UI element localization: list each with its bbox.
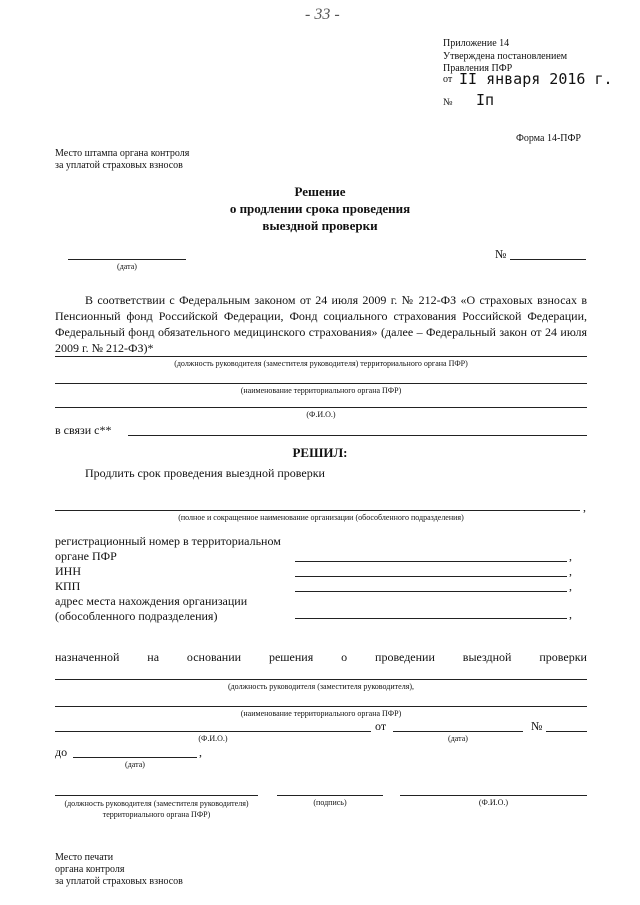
approved-label: Утверждена постановлением xyxy=(443,51,568,62)
date-field-line[interactable] xyxy=(68,259,186,260)
org-name-caption: (наименование территориального органа ПФР) xyxy=(240,386,402,395)
assigned-word: назначенной xyxy=(55,650,120,664)
head-position-caption-2: (должность руководителя (заместителя руководителя), xyxy=(227,682,415,691)
document-subtitle-1: о продлении срока проведения xyxy=(229,201,411,216)
page-number: - 33 - xyxy=(305,6,340,23)
head-position-line-2[interactable] xyxy=(55,679,587,680)
board-label: Правления ПФР xyxy=(443,63,513,74)
signature-line[interactable] xyxy=(277,795,383,796)
assigned-word: проверки xyxy=(539,650,587,664)
fio-caption-2: (Ф.И.О.) xyxy=(198,734,228,743)
assigned-line xyxy=(55,650,587,665)
assigned-word: проведении xyxy=(375,650,435,664)
in-connection-label: в связи с** xyxy=(55,423,112,437)
full-name-caption: (полное и сокращенное наименование организации (обособленного подразделения) xyxy=(178,513,464,522)
seal-place-line3: за уплатой страховых взносов xyxy=(55,876,183,887)
approval-date-prefix: от xyxy=(443,74,453,85)
sig-fio-caption: (Ф.И.О.) xyxy=(478,798,509,807)
from-date-caption: (дата) xyxy=(448,734,468,743)
org-name-line-2[interactable] xyxy=(55,706,587,707)
fio-line[interactable] xyxy=(55,407,587,408)
stamp-place-line1: Место штампа органа контроля xyxy=(55,148,190,159)
from-date-field[interactable] xyxy=(393,731,523,732)
until-label: до xyxy=(55,745,68,759)
seal-place-line2: органа контроля xyxy=(55,864,125,875)
number-field-2[interactable] xyxy=(546,731,587,732)
form-label: Форма 14-ПФР xyxy=(516,133,581,144)
decided-heading: РЕШИЛ: xyxy=(292,445,348,460)
comma: , xyxy=(583,500,586,514)
sig-position-caption: (должность руководителя (заместителя руководителя) территориального органа ПФР) xyxy=(64,799,249,819)
stamp-place-line2: за уплатой страховых взносов xyxy=(55,160,183,171)
until-date-caption: (дата) xyxy=(125,760,145,769)
assigned-word: выездной xyxy=(462,650,512,664)
date-caption: (дата) xyxy=(117,262,137,271)
assigned-word: на xyxy=(147,650,160,664)
pfr-body-label: органе ПФР xyxy=(55,549,117,563)
assigned-word: решения xyxy=(268,650,314,664)
sig-position-line[interactable] xyxy=(55,795,258,796)
number-field-line[interactable] xyxy=(510,259,586,260)
address-label-1: адрес места нахождения организации xyxy=(55,594,248,608)
number-sign: № xyxy=(495,247,507,261)
comma: , xyxy=(569,549,572,563)
reg-number-field[interactable] xyxy=(295,561,567,562)
approval-number: Iп xyxy=(476,91,495,109)
fio-caption: (Ф.И.О.) xyxy=(306,410,336,419)
head-position-caption: (должность руководителя (заместителя руководителя) территориального органа ПФР) xyxy=(174,359,468,368)
document-title: Решение xyxy=(294,184,346,199)
reason-line[interactable] xyxy=(128,435,587,436)
assigned-word: о xyxy=(341,650,348,664)
reg-number-label: регистрационный номер в территориальном xyxy=(55,534,281,548)
fio-line-2[interactable] xyxy=(55,731,371,732)
head-position-line[interactable] xyxy=(55,356,587,357)
assigned-word: основании xyxy=(186,650,242,664)
full-name-line[interactable] xyxy=(55,510,580,511)
from-label: от xyxy=(375,719,387,733)
address-field[interactable] xyxy=(295,618,567,619)
extend-text: Продлить срок проведения выездной проверки xyxy=(85,466,325,480)
approval-number-prefix: № xyxy=(443,97,453,108)
kpp-label: КПП xyxy=(55,579,81,593)
kpp-field[interactable] xyxy=(295,591,567,592)
until-date-field[interactable] xyxy=(73,757,197,758)
number-sign-2: № xyxy=(531,719,543,733)
approval-date: II января 2016 г. xyxy=(459,70,613,88)
inn-label: ИНН xyxy=(55,564,81,578)
comma: , xyxy=(199,745,202,759)
signature-caption: (подпись) xyxy=(313,798,347,807)
org-name-caption-2: (наименование территориального органа ПФР) xyxy=(240,709,402,718)
document-subtitle-2: выездной проверки xyxy=(262,218,378,233)
comma: , xyxy=(569,579,572,593)
appendix-label: Приложение 14 xyxy=(443,38,510,49)
sig-fio-line[interactable] xyxy=(400,795,587,796)
inn-field[interactable] xyxy=(295,576,567,577)
address-label-2: (обособленного подразделения) xyxy=(55,609,218,623)
comma: , xyxy=(569,564,572,578)
seal-place-line1: Место печати xyxy=(55,852,114,863)
comma: , xyxy=(569,607,572,621)
org-name-line[interactable] xyxy=(55,383,587,384)
intro-paragraph: В соответствии с Федеральным законом от 24 июля 2009 г. № 212-ФЗ «О страховых взносах в Пенсионный фонд Российской Федерации, Фонд социального страхования Российской Федерации, Федеральный фонд обязательного медицинского страхования» (далее – Федеральный закон от 24 июля 2009 г. № 212-ФЗ)* xyxy=(55,293,587,355)
